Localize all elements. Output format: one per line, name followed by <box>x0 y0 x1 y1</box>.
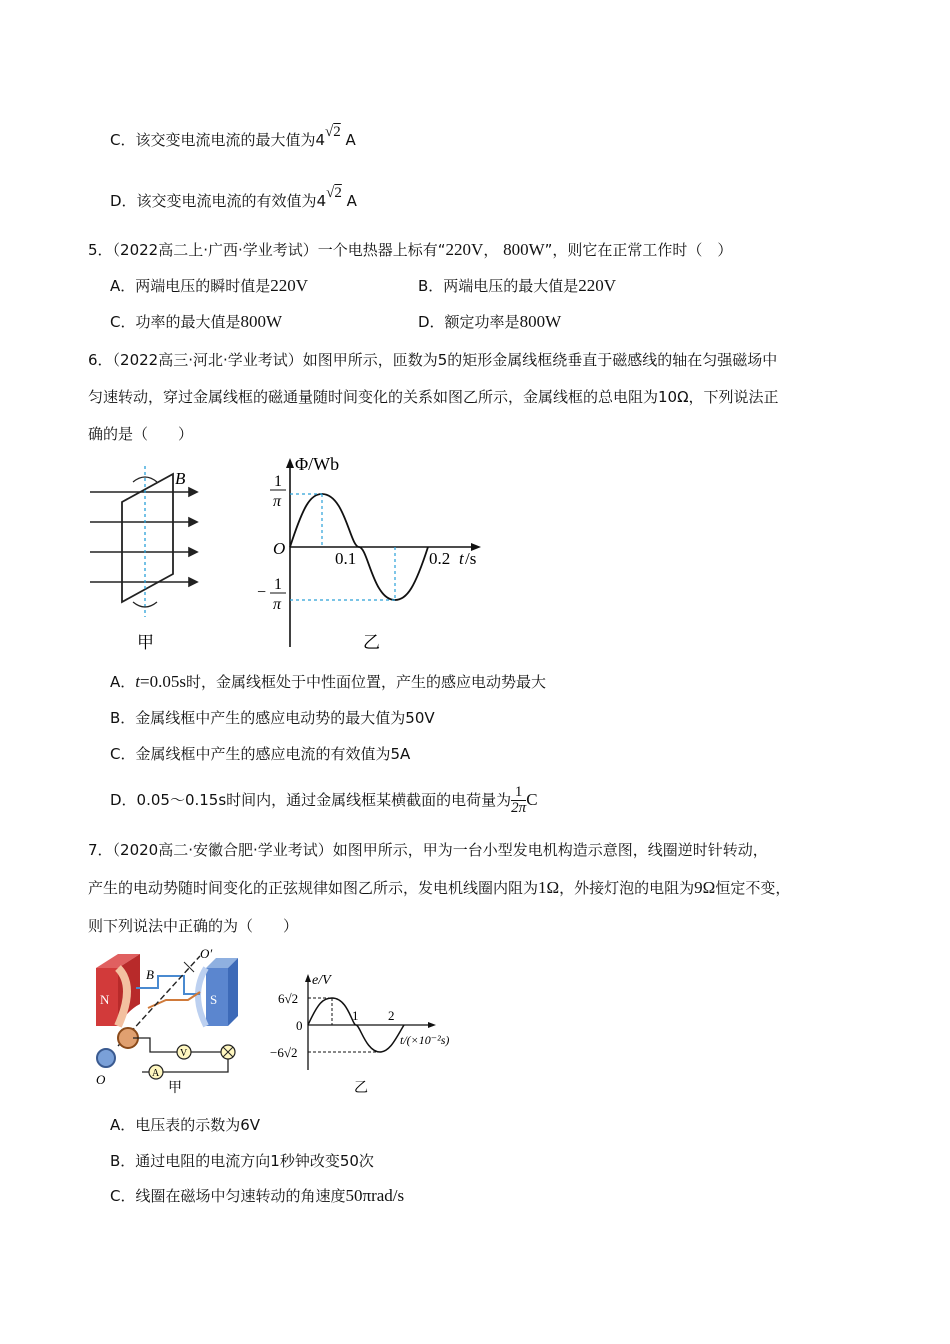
q6-figure-yi <box>255 452 495 662</box>
q7-stem-line2: 产生的电动势随时间变化的正弦规律如图乙所示，发电机线圈内阻为1Ω，外接灯泡的电阻为9Ω恒定不变， <box>88 878 791 897</box>
caption-yi: 乙 <box>363 633 380 652</box>
q7-figure-jia <box>88 946 258 1096</box>
y-axis-label: e/V <box>312 973 331 988</box>
x-tick-2: 2 <box>388 1008 395 1023</box>
q7-option-c: C．线圈在磁场中匀速转动的角速度50πrad/s <box>110 1186 405 1205</box>
field-label: B <box>146 967 154 982</box>
q7-option-b: B．通过电阻的电流方向1秒钟改变50次 <box>110 1152 374 1170</box>
svg-text:π: π <box>273 596 282 613</box>
q6-stem-line1: 6．（2022高三·河北·学业考试）如图甲所示，匝数为5的矩形金属线框绕垂直于磁感线的轴在匀强磁场中 <box>88 351 778 369</box>
origin-label: O <box>273 539 286 558</box>
tick-0.2: 0.2 <box>429 549 451 568</box>
y-tick-bottom: −6√2 <box>270 1045 298 1060</box>
q5-option-d: D．额定功率是800W <box>418 312 562 331</box>
axis-top-label: O′ <box>200 946 213 961</box>
q4-option-d: D．该交变电流电流的有效值为4√2 A <box>110 185 357 210</box>
q5-stem: 5．（2022高二上·广西·学业考试）一个电热器上标有“220V， 800W”，则它在正常工作时（ ） <box>88 240 733 259</box>
q7-figure-yi <box>268 968 468 1098</box>
q6-stem-line3: 确的是（ ） <box>88 425 194 443</box>
q7-stem-line1: 7．（2020高二·安徽合肥·学业考试）如图甲所示，甲为一台小型发电机构造示意图，线圈逆时针转动， <box>88 841 768 859</box>
q6-option-b: B．金属线框中产生的感应电动势的最大值为50V <box>110 709 435 727</box>
q7-option-a: A．电压表的示数为6V <box>110 1116 261 1134</box>
q6-option-a: A．t=0.05s时，金属线框处于中性面位置，产生的感应电动势最大 <box>110 672 546 691</box>
svg-text:π: π <box>273 493 282 510</box>
svg-text:1: 1 <box>274 576 282 593</box>
x-tick-1: 1 <box>352 1008 359 1023</box>
magnet-north: N <box>100 992 110 1007</box>
magnet-south: S <box>210 992 218 1007</box>
caption-yi: 乙 <box>354 1081 368 1096</box>
caption-jia: 甲 <box>168 1081 182 1096</box>
q7-stem-line3: 则下列说法中正确的为（ ） <box>88 917 299 935</box>
q6-option-d: D．0.05～0.15s时间内，通过金属线框某横截面的电荷量为 $\frac{1}{2\pi}$ C <box>110 784 538 816</box>
caption-jia: 甲 <box>137 633 154 652</box>
q5-option-a: A．两端电压的瞬时值是220V <box>110 276 309 295</box>
q5-option-c: C．功率的最大值是800W <box>110 312 283 331</box>
q4-option-c: C．该交变电流电流的最大值为4√2 A <box>110 124 356 149</box>
y-axis-label: Φ/Wb <box>295 454 340 474</box>
axis-bottom-label: O <box>96 1072 106 1087</box>
voltmeter-label: V <box>180 1048 188 1059</box>
field-label: B <box>175 469 186 488</box>
x-axis-label: t/(×10⁻²s) <box>400 1033 450 1047</box>
q6-option-c: C．金属线框中产生的感应电流的有效值为5A <box>110 745 411 763</box>
tick-0.1: 0.1 <box>335 549 357 568</box>
ammeter-label: A <box>152 1068 160 1079</box>
svg-text:1: 1 <box>274 473 282 490</box>
q6-stem-line2: 匀速转动，穿过金属线框的磁通量随时间变化的关系如图乙所示，金属线框的总电阻为10Ω，下列说法正 <box>88 388 779 406</box>
q6-figure-jia <box>85 462 215 662</box>
svg-text:−: − <box>257 584 267 601</box>
q5-option-b: B．两端电压的最大值是220V <box>418 276 617 295</box>
y-tick-zero: 0 <box>296 1018 303 1033</box>
y-tick-top: 6√2 <box>278 991 299 1006</box>
svg-text:t: t <box>459 549 464 568</box>
svg-text:/s: /s <box>465 549 477 568</box>
